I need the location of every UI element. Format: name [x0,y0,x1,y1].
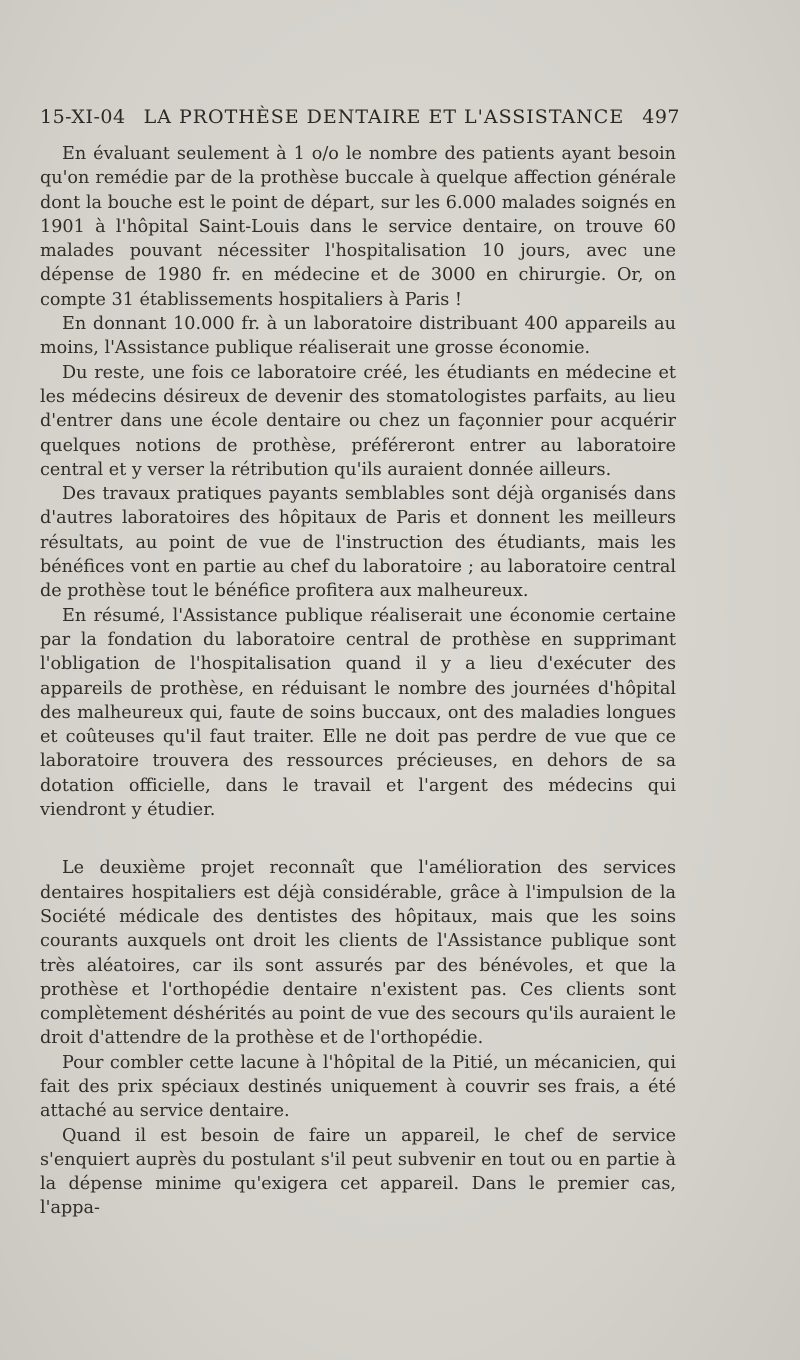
paragraph: En évaluant seulement à 1 o/o le nombre des patients ayant besoin qu'on remédie par de la prothèse buccale à quelque affection générale dont la bouche est le point de départ, sur les 6.000 malades soignés en 1901 à l'hôpital Saint-Louis dans le service dentaire, on trouve 60 malades pouvant nécessiter l'hospitalisation 10 jours, avec une dépense de 1980 fr. en médecine et de 3000 en chirurgie. Or, on compte 31 établissements hospitaliers à Paris ! [40,144,676,310]
header-title: LA PROTHÈSE DENTAIRE ET L'ASSISTANCE [143,106,625,128]
paragraph: Le deuxième projet reconnaît que l'amélioration des services dentaires hospitaliers est déjà considérable, grâce à l'impulsion de la Société médicale des dentistes des hôpitaux, mais que les soins courants auxquels ont droit les clients de l'Assistance publique sont très aléatoires, car ils sont assurés par des bénévoles, et que la prothèse et l'orthopédie dentaire n'existent pas. Ces clients sont complètement déshérités au point de vue des secours qu'ils auraient le droit d'attendre de la prothèse et de l'orthopédie. [40,858,676,1049]
body-text [40,142,676,1221]
paragraph: Des travaux pratiques payants semblables sont déjà organisés dans d'autres laboratoires des hôpitaux de Paris et donnent les meilleurs résultats, au point de vue de l'instruction des étudiants, mais les bénéfices vont en partie au chef du laboratoire ; au laboratoire central de prothèse tout le bénéfice profitera aux malheureux. [40,484,676,602]
page-number: 497 [642,106,680,128]
header-date: 15-XI-04 [40,106,126,128]
paragraph: Du reste, une fois ce laboratoire créé, les étudiants en médecine et les médecins désireux de devenir des stomatologistes parfaits, au lieu d'entrer dans une école dentaire ou chez un façonnier pour acquérir quelques notions de prothèse, préféreront entrer au laboratoire central et y verser la rétribution qu'ils auraient donnée ailleurs. [40,362,676,480]
running-header [40,106,680,128]
paragraph: Pour combler cette lacune à l'hôpital de la Pitié, un mécanicien, qui fait des prix spéciaux destinés uniquement à couvrir ses frais, a été attaché au service dentaire. [40,1052,676,1122]
paragraph: En résumé, l'Assistance publique réaliserait une économie certaine par la fondation du laboratoire central de prothèse en supprimant l'obligation de l'hospitalisation quand il y a lieu d'exécuter des appareils de prothèse, en réduisant le nombre des journées d'hôpital des malheureux qui, faute de soins buccaux, ont des maladies longues et coûteuses qu'il faut traiter. Elle ne doit pas perdre de vue que ce laboratoire trouvera des ressources précieuses, en dehors de sa dotation officielle, dans le travail et l'argent des médecins qui viendront y étudier. [40,605,676,821]
paragraph: En donnant 10.000 fr. à un laboratoire distribuant 400 appareils au moins, l'Assistance publique réaliserait une grosse économie. [40,314,676,359]
paragraph: Quand il est besoin de faire un appareil, le chef de service s'enquiert auprès du postulant s'il peut subvenir en tout ou en partie à la dépense minime qu'exigera cet appareil. Dans le premier cas, l'appa- [40,1125,676,1219]
